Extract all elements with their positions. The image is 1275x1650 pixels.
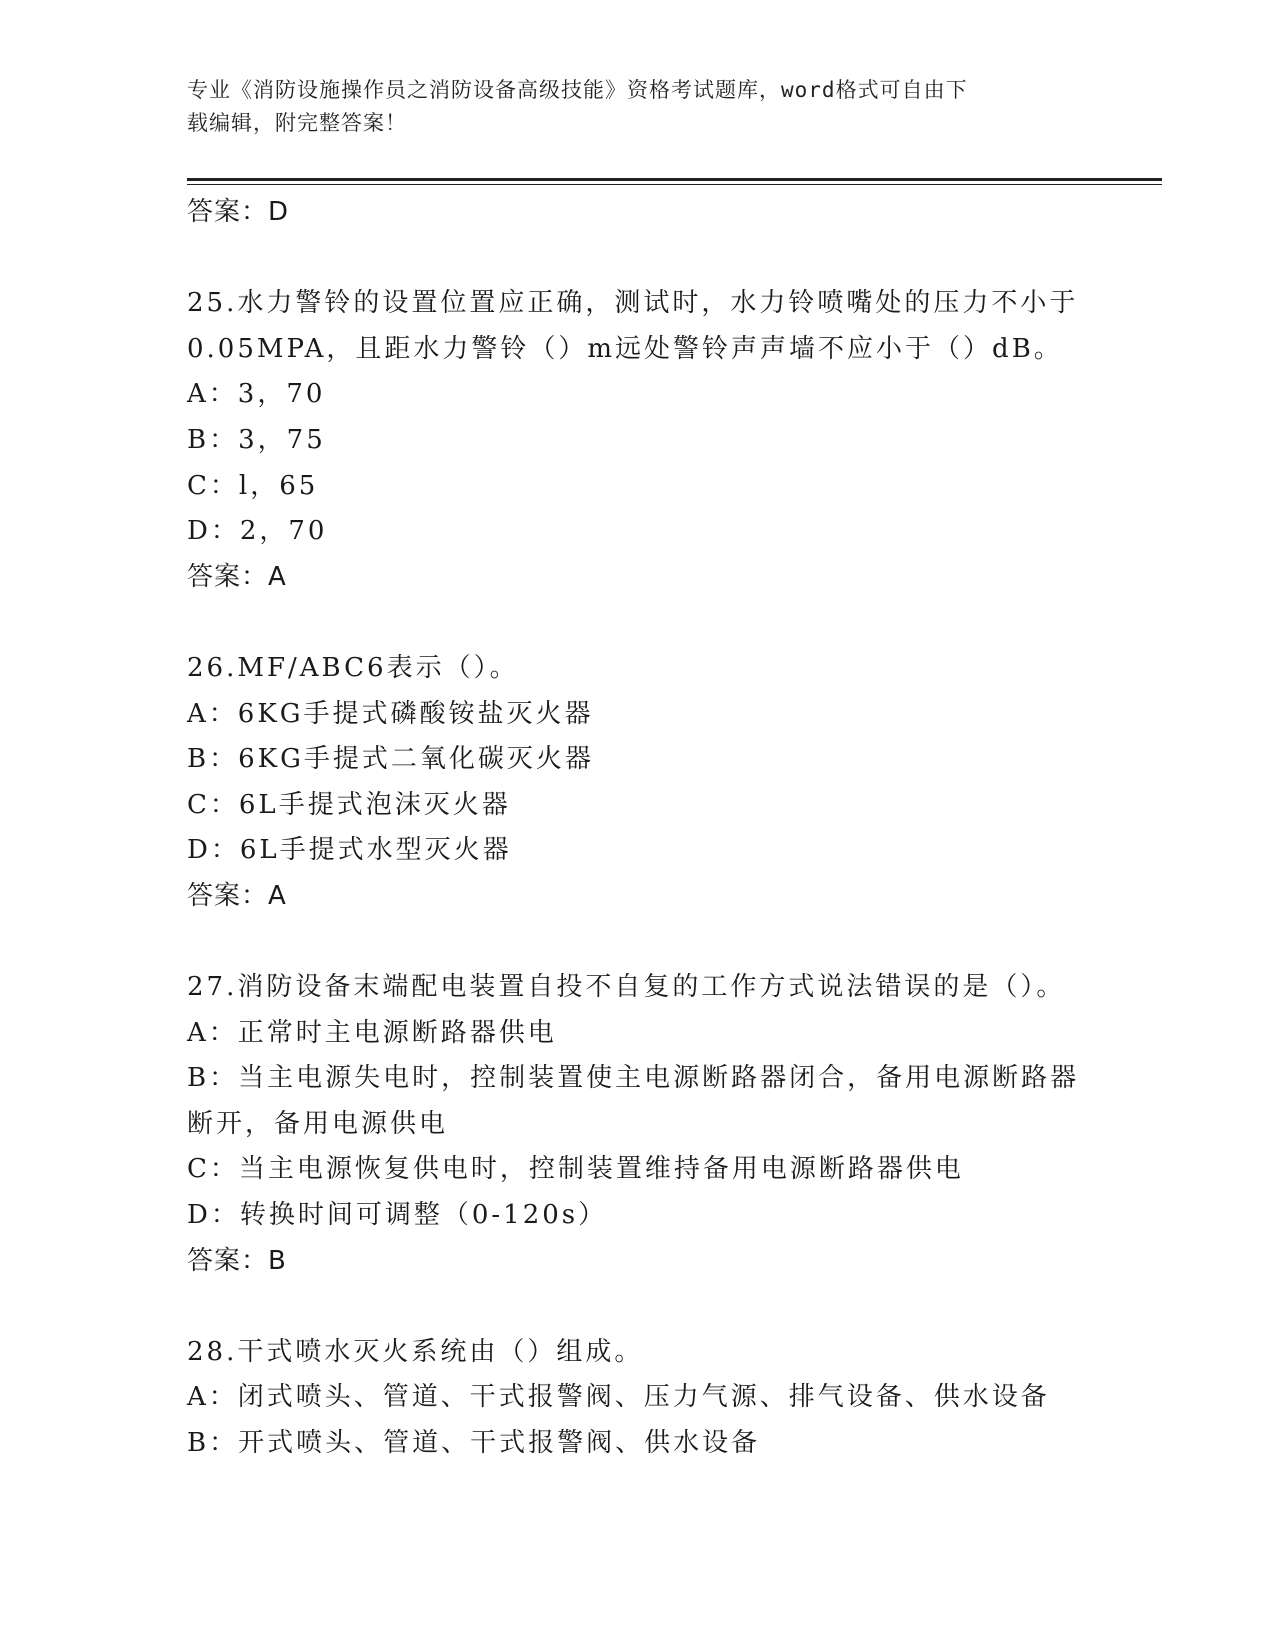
question-28 bbox=[187, 1330, 1087, 1467]
option-b: B：3，75 bbox=[187, 424, 326, 455]
option-d: D：转换时间可调整（0-120s） bbox=[187, 1200, 608, 1231]
spacer bbox=[187, 600, 1087, 646]
question-stem: 28.干式喷水灭火系统由（）组成。 bbox=[187, 1336, 644, 1367]
question-stem: 26.MF/ABC6表示（）。 bbox=[187, 652, 519, 683]
spacer bbox=[187, 1284, 1087, 1330]
option-d: D：6L手提式水型灭火器 bbox=[187, 835, 512, 866]
question-stem: 27.消防设备末端配电装置自投不自复的工作方式说法错误的是（）。 bbox=[187, 972, 1066, 1003]
option-c: C：6L手提式泡沫灭火器 bbox=[187, 789, 511, 820]
question-stem: 0.05MPA，且距水力警铃（）m远处警铃声声墙不应小于（）dB。 bbox=[187, 333, 1063, 364]
question-27 bbox=[187, 965, 1087, 1284]
header-line-2: 载编辑，附完整答案！ bbox=[187, 111, 407, 135]
answer-label: 答案：D bbox=[187, 197, 290, 227]
spacer bbox=[187, 236, 1087, 282]
option-a: A：3，70 bbox=[187, 379, 326, 410]
option-b: B：当主电源失电时，控制装置使主电源断路器闭合，备用电源断路器 bbox=[187, 1063, 1080, 1094]
option-a: A：闭式喷头、管道、干式报警阀、压力气源、排气设备、供水设备 bbox=[187, 1382, 1050, 1413]
option-b: B：开式喷头、管道、干式报警阀、供水设备 bbox=[187, 1428, 761, 1459]
header-line-1: 专业《消防设施操作员之消防设备高级技能》资格考试题库，word格式可自由下 bbox=[187, 78, 968, 102]
option-a: A：6KG手提式磷酸铵盐灭火器 bbox=[187, 698, 594, 729]
option-b: B：6KG手提式二氧化碳灭火器 bbox=[187, 744, 594, 775]
document-header bbox=[187, 74, 1087, 140]
option-d: D：2，70 bbox=[187, 516, 328, 547]
option-c: C：当主电源恢复供电时，控制装置维持备用电源断路器供电 bbox=[187, 1154, 964, 1185]
question-25 bbox=[187, 281, 1087, 600]
answer-label: 答案：A bbox=[187, 880, 287, 911]
question-list bbox=[187, 190, 1087, 1467]
question-26 bbox=[187, 646, 1087, 920]
option-c: C：l，65 bbox=[187, 470, 319, 501]
header-rule-thick bbox=[187, 178, 1162, 181]
header-rule-thin bbox=[187, 184, 1162, 185]
answer-label: 答案：B bbox=[187, 1245, 287, 1276]
answer-label: 答案：A bbox=[187, 561, 287, 592]
question-stem: 25.水力警铃的设置位置应正确，测试时，水力铃喷嘴处的压力不小于 bbox=[187, 288, 1079, 319]
option-a: A：正常时主电源断路器供电 bbox=[187, 1017, 557, 1048]
spacer bbox=[187, 920, 1087, 966]
option-b-continued: 断开，备用电源供电 bbox=[187, 1108, 449, 1139]
